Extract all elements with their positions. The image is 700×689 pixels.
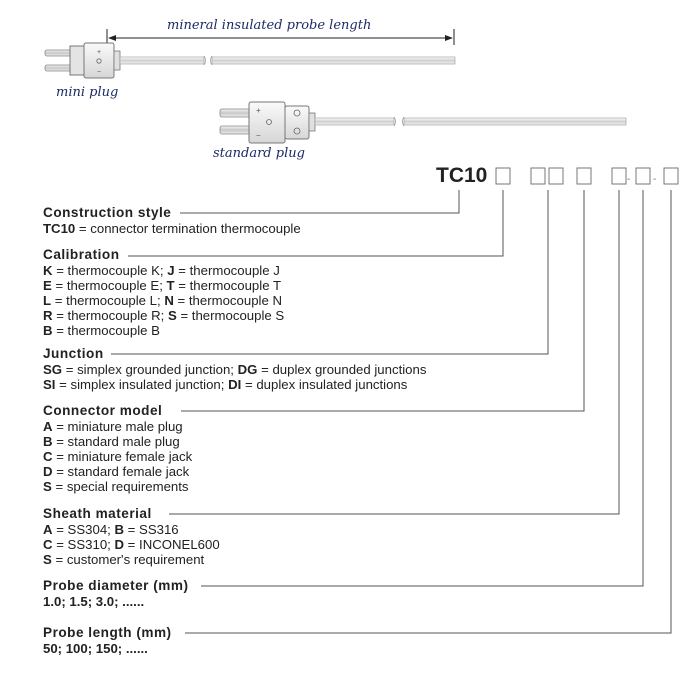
section-line — [43, 435, 192, 450]
code-description: = miniature female jack — [52, 448, 193, 464]
section-title: Probe diameter (mm) — [43, 578, 189, 593]
section-title: Sheath material — [43, 506, 152, 521]
model-prefix: TC10 — [436, 164, 488, 187]
mini-plug-drawing — [45, 43, 455, 78]
code-key: A — [43, 418, 53, 434]
code-description: = duplex insulated junctions — [241, 376, 408, 392]
code-key: A — [43, 521, 53, 537]
code-key: S — [167, 307, 177, 323]
code-description: = thermocouple S — [176, 307, 285, 323]
svg-text:+: + — [256, 106, 261, 115]
section-line — [43, 309, 284, 324]
section-line — [43, 538, 220, 553]
code-key: D — [43, 463, 53, 479]
code-description: = thermocouple B — [52, 322, 160, 338]
code-description: = special requirements — [51, 478, 189, 494]
mini-plug-caption: mini plug — [56, 85, 119, 100]
code-key: S — [43, 551, 52, 567]
code-key: S — [43, 478, 52, 494]
section-probe-length — [43, 626, 172, 657]
section-line — [43, 595, 188, 610]
section-line — [43, 324, 284, 339]
standard-plug-caption: standard plug — [213, 146, 305, 161]
section-line — [43, 363, 426, 378]
code-box-length — [664, 168, 678, 184]
section-line — [43, 294, 284, 309]
standard-plug-drawing — [220, 102, 626, 143]
section-line — [43, 642, 172, 657]
section-title: Connector model — [43, 403, 163, 418]
code-key: R — [43, 307, 53, 323]
code-key: C — [43, 448, 53, 464]
code-box-sheath — [612, 168, 626, 184]
code-box-calibration — [496, 168, 510, 184]
svg-text:−: − — [256, 131, 261, 140]
code-description: = miniature male plug — [52, 418, 183, 434]
section-line — [43, 279, 284, 294]
svg-text:+: + — [96, 49, 102, 56]
code-box-junction-1 — [531, 168, 545, 184]
section-probe-diameter — [43, 579, 188, 610]
code-key: SG — [43, 361, 63, 377]
code-description: = standard female jack — [52, 463, 190, 479]
section-title: Construction style — [43, 205, 172, 220]
code-description: = SS304; — [52, 521, 115, 537]
section-construction-style — [43, 206, 301, 237]
code-description: = standard male plug — [52, 433, 180, 449]
code-key: L — [43, 292, 52, 308]
section-title: Calibration — [43, 247, 120, 262]
code-description: = SS310; — [52, 536, 115, 552]
code-box-connector — [577, 168, 591, 184]
section-line — [43, 465, 192, 480]
code-description: = thermocouple R; — [52, 307, 168, 323]
code-description: = INCONEL600 — [124, 536, 220, 552]
code-key: SI — [43, 376, 56, 392]
code-description: = duplex grounded junctions — [257, 361, 427, 377]
code-description: = SS316 — [124, 521, 179, 537]
code-key: J — [167, 262, 175, 278]
code-key: B — [114, 521, 125, 537]
code-description: = thermocouple N — [173, 292, 282, 308]
section-sheath-material — [43, 507, 220, 568]
length-caption: mineral insulated probe length — [167, 18, 372, 33]
section-title: Junction — [43, 346, 104, 361]
code-key: DG — [237, 361, 258, 377]
section-line — [43, 450, 192, 465]
section-line — [43, 523, 220, 538]
section-calibration — [43, 248, 284, 338]
code-key: 1.0; 1.5; 3.0; ...... — [43, 593, 145, 609]
code-key: T — [166, 277, 175, 293]
code-key: 50; 100; 150; ...... — [43, 640, 148, 656]
section-line — [43, 378, 426, 393]
code-description: = connector termination thermocouple — [75, 220, 301, 236]
separator-dash: - — [653, 174, 657, 185]
code-box-junction-2 — [549, 168, 563, 184]
section-line — [43, 222, 301, 237]
code-boxes — [496, 168, 678, 184]
code-key: C — [43, 536, 53, 552]
code-description: = simplex grounded junction; — [62, 361, 238, 377]
code-key: K — [43, 262, 53, 278]
section-junction — [43, 347, 426, 393]
code-description: = thermocouple K; — [52, 262, 168, 278]
code-description: = thermocouple L; — [51, 292, 165, 308]
code-key: D — [114, 536, 125, 552]
code-key: TC10 — [43, 220, 76, 236]
svg-text:−: − — [96, 69, 102, 76]
code-key: B — [43, 322, 53, 338]
code-description: = simplex insulated junction; — [55, 376, 229, 392]
code-description: = thermocouple J — [174, 262, 280, 278]
section-connector-model — [43, 404, 192, 494]
code-description: = thermocouple T — [174, 277, 282, 293]
code-key: DI — [228, 376, 242, 392]
section-line — [43, 420, 192, 435]
code-description: = thermocouple E; — [51, 277, 167, 293]
code-key: E — [43, 277, 52, 293]
section-title: Probe length (mm) — [43, 625, 172, 640]
code-description: = customer's requirement — [51, 551, 205, 567]
separator-dash: - — [627, 174, 631, 185]
section-line — [43, 480, 192, 495]
code-box-diameter — [636, 168, 650, 184]
section-line — [43, 264, 284, 279]
code-key: B — [43, 433, 53, 449]
section-line — [43, 553, 220, 568]
code-key: N — [164, 292, 174, 308]
